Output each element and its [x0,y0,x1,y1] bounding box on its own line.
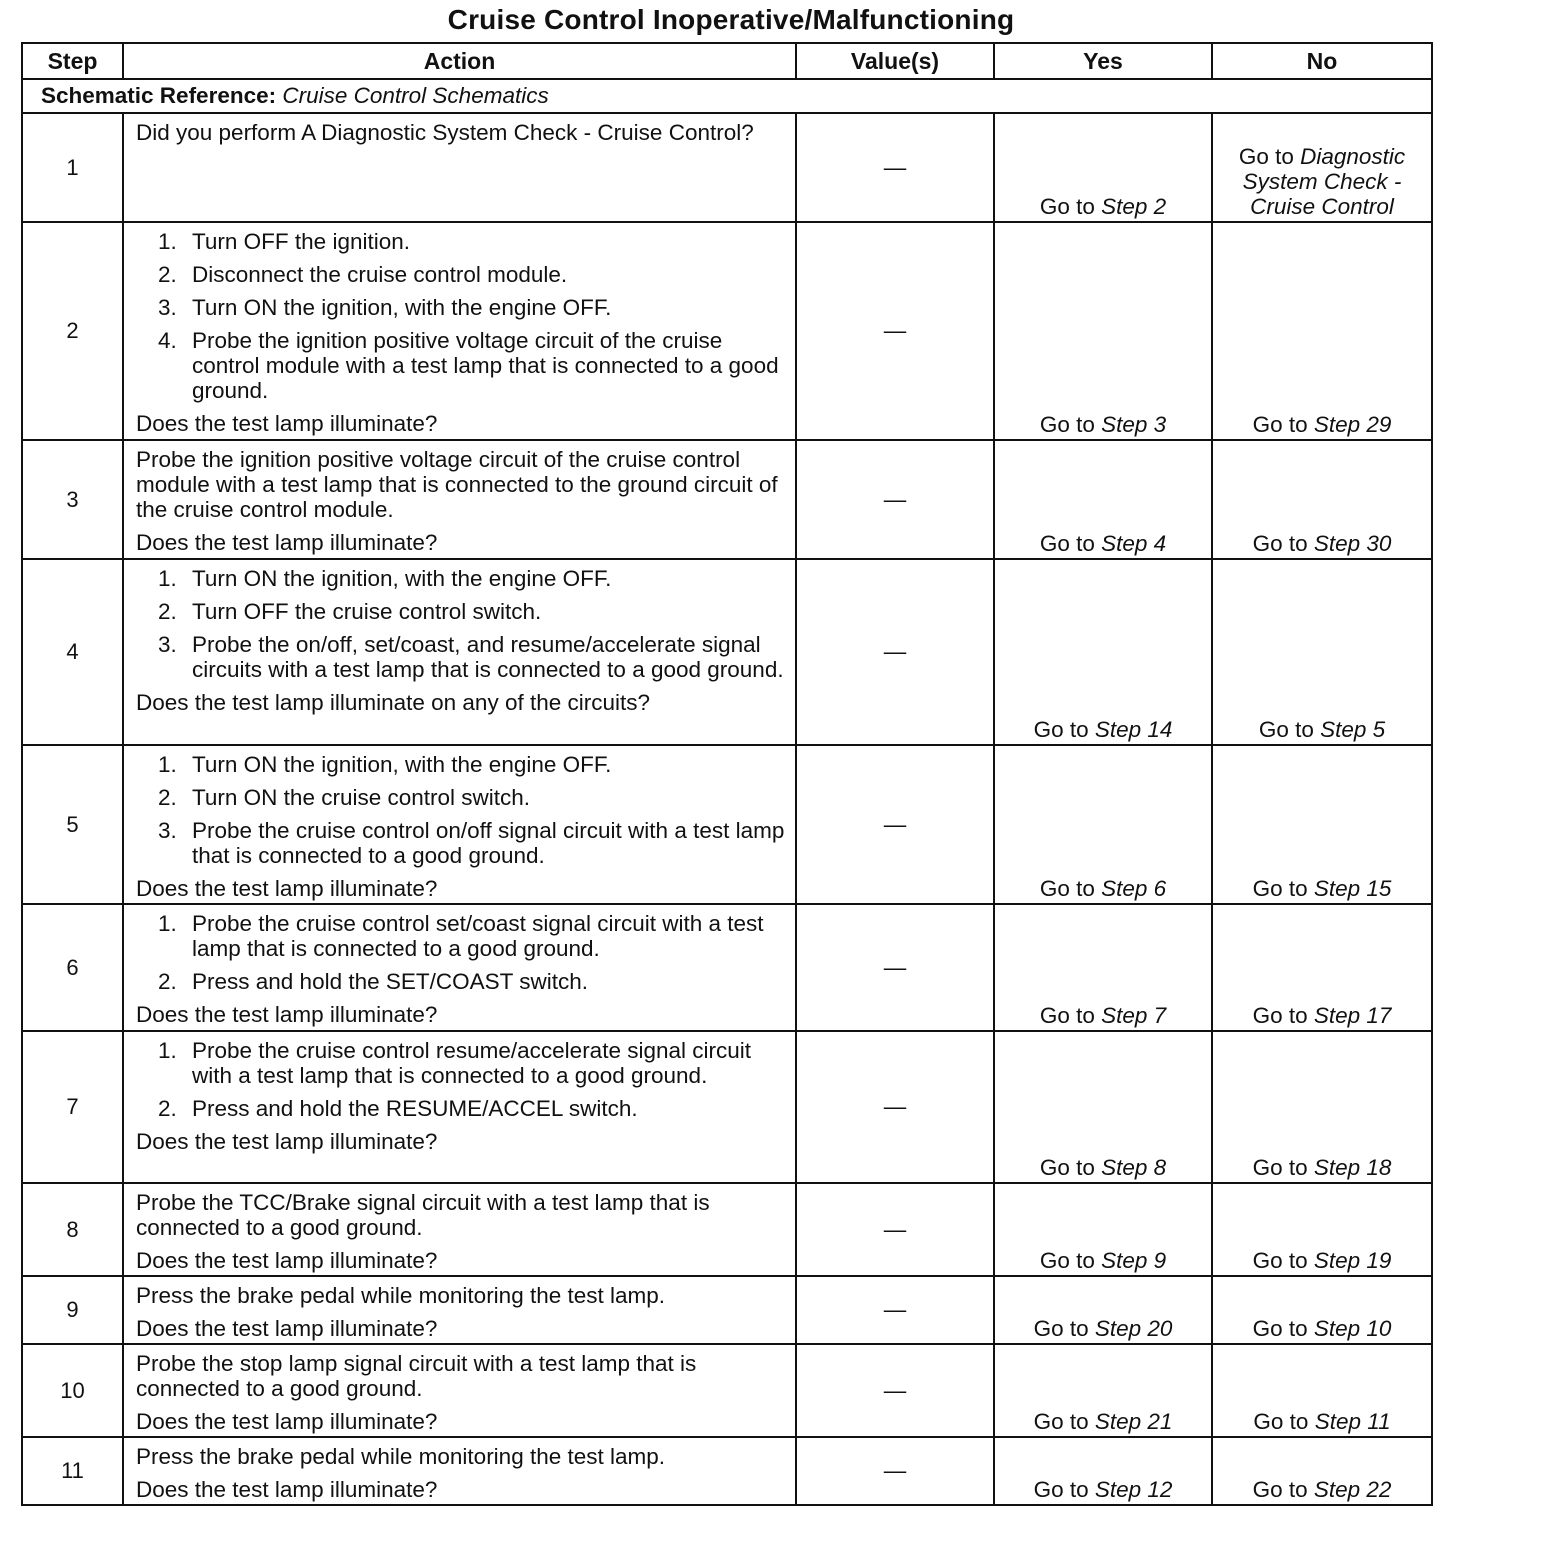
action-step-number: 3. [158,632,177,657]
action-step [158,911,785,961]
action-step-number: 3. [158,818,177,843]
table-row [22,1276,1432,1344]
action-step-number: 1. [158,566,177,591]
action-step-text: Probe the on/off, set/coast, and resume/accelerate signal circuits with a test lamp that is connected to a good ground. [192,632,784,682]
no-cell [1212,745,1432,904]
go-to-label: Go to [1252,876,1308,901]
action-cell [123,1437,796,1505]
action-question: Does the test lamp illuminate? [136,876,438,901]
yes-cell [994,1031,1212,1183]
no-step-link[interactable]: Step 15 [1313,876,1392,901]
yes-cell [994,222,1212,440]
value-cell: — [796,904,994,1031]
yes-step-link[interactable]: Step 2 [1101,194,1167,219]
action-step [158,328,785,403]
action-text: Probe the ignition positive voltage circuit of the cruise control module with a test lamp that is connected to the ground circuit of the cruise control module. [136,447,778,522]
no-cell [1212,1183,1432,1276]
action-question: Does the test lamp illuminate? [136,1409,438,1434]
action-question: Does the test lamp illuminate on any of the circuits? [136,690,651,715]
action-cell [123,1276,796,1344]
action-step-number: 2. [158,785,177,810]
page-title: Cruise Control Inoperative/Malfunctioning [447,4,1015,35]
action-step-number: 2. [158,262,177,287]
action-step [158,1096,785,1121]
value-cell: — [796,1276,994,1344]
no-step-link[interactable]: Step 5 [1320,717,1386,742]
step-number: 10 [22,1344,123,1437]
go-to-label: Go to [1039,876,1095,901]
action-question: Does the test lamp illuminate? [136,1477,438,1502]
step-number: 4 [22,559,123,745]
action-step-number: 1. [158,752,177,777]
action-text: Probe the stop lamp signal circuit with a test lamp that is connected to a good ground. [136,1351,697,1401]
go-to-label: Go to [1039,1003,1095,1028]
schematic-reference-row [22,79,1432,113]
no-cell [1212,904,1432,1031]
diagnostic-table [21,42,1433,1506]
go-to-label: Go to [1039,1155,1095,1180]
no-target [1253,1155,1392,1180]
action-question: Does the test lamp illuminate? [136,1002,438,1027]
step-number: 3 [22,440,123,559]
action-question: Does the test lamp illuminate? [136,1129,438,1154]
table-row [22,440,1432,559]
go-to-label: Go to [1039,531,1095,556]
go-to-label: Go to [1033,1477,1089,1502]
action-text: Press the brake pedal while monitoring the test lamp. [136,1444,666,1469]
yes-cell [994,1344,1212,1437]
go-to-label: Go to [1252,1155,1308,1180]
action-step-text: Turn ON the ignition, with the engine OFF. [192,295,612,320]
yes-cell [994,113,1212,222]
no-target [1253,1409,1390,1434]
no-target [1253,1316,1392,1341]
no-target [1253,1003,1392,1028]
no-cell [1212,1031,1432,1183]
action-text: Press the brake pedal while monitoring the test lamp. [136,1283,666,1308]
yes-cell [994,1276,1212,1344]
value-cell: — [796,1437,994,1505]
schematic-reference-link[interactable]: Cruise Control Schematics [282,83,549,108]
action-step-text: Turn ON the ignition, with the engine OFF. [192,566,612,591]
no-step-link[interactable]: Step 30 [1313,531,1392,556]
yes-cell [994,745,1212,904]
action-cell [123,904,796,1031]
action-cell [123,559,796,745]
value-cell: — [796,1344,994,1437]
go-to-label: Go to [1033,1316,1089,1341]
action-steps-list [136,229,785,403]
no-target [1253,412,1392,437]
yes-cell [994,904,1212,1031]
step-number: 2 [22,222,123,440]
yes-step-link[interactable]: Step 8 [1101,1155,1167,1180]
header-no: No [1212,43,1432,79]
yes-cell [994,440,1212,559]
table-row [22,113,1432,222]
action-step-text: Disconnect the cruise control module. [192,262,568,287]
table-row [22,745,1432,904]
step-number: 9 [22,1276,123,1344]
no-step-link[interactable]: Step 19 [1313,1248,1392,1273]
no-cell [1212,222,1432,440]
no-cell [1212,1276,1432,1344]
value-cell: — [796,113,994,222]
action-steps-list [136,752,785,868]
action-step-text: Turn OFF the cruise control switch. [192,599,542,624]
go-to-label: Go to [1039,194,1095,219]
no-target [1253,1248,1392,1273]
value-cell: — [796,559,994,745]
table-row [22,1183,1432,1276]
action-step-number: 1. [158,911,177,936]
header-action: Action [123,43,796,79]
yes-step-link[interactable]: Step 4 [1101,531,1167,556]
go-to-label: Go to [1252,1316,1308,1341]
step-number: 11 [22,1437,123,1505]
step-number: 1 [22,113,123,222]
go-to-label: Go to [1258,717,1314,742]
action-step-text: Probe the cruise control set/coast signal circuit with a test lamp that is connected to a good ground. [192,911,764,961]
yes-step-link[interactable]: Step 7 [1101,1003,1167,1028]
action-step-text: Probe the ignition positive voltage circuit of the cruise control module with a test lamp that is connected to a good ground. [192,328,779,403]
table-row [22,1344,1432,1437]
action-question: Does the test lamp illuminate? [136,1316,438,1341]
action-step [158,818,785,868]
no-step-link[interactable]: Step 22 [1313,1477,1392,1502]
action-step [158,262,785,287]
action-step-text: Turn OFF the ignition. [192,229,411,254]
action-step [158,969,785,994]
step-number: 5 [22,745,123,904]
action-question: Does the test lamp illuminate? [136,411,438,436]
action-step [158,752,785,777]
action-cell [123,745,796,904]
action-step-number: 2. [158,599,177,624]
table-row [22,1437,1432,1505]
action-step-number: 4. [158,328,177,353]
header-values: Value(s) [796,43,994,79]
header-step: Step [22,43,123,79]
action-cell [123,113,796,222]
no-step-link[interactable]: Step 18 [1313,1155,1392,1180]
action-steps-list [136,911,785,994]
action-step-text: Press and hold the SET/COAST switch. [192,969,589,994]
go-to-label: Go to [1252,1003,1308,1028]
no-target [1253,876,1392,901]
action-step-number: 2. [158,1096,177,1121]
go-to-label: Go to [1033,1409,1089,1434]
yes-step-link[interactable]: Step 21 [1094,1409,1173,1434]
value-cell: — [796,440,994,559]
no-cell [1212,440,1432,559]
action-step-number: 1. [158,229,177,254]
go-to-label: Go to [1039,412,1095,437]
no-target [1259,717,1385,742]
no-step-link[interactable]: Step 29 [1313,412,1392,437]
no-target [1253,531,1392,556]
yes-step-link[interactable]: Step 14 [1094,717,1173,742]
action-step [158,295,785,320]
no-target [1224,144,1420,219]
action-step-text: Probe the cruise control resume/accelerate signal circuit with a test lamp that is connected to a good ground. [192,1038,752,1088]
header-row [22,43,1432,79]
yes-step-link[interactable]: Step 3 [1101,412,1167,437]
action-cell [123,1031,796,1183]
value-cell: — [796,222,994,440]
value-cell: — [796,1031,994,1183]
action-step-text: Turn ON the cruise control switch. [192,785,531,810]
go-to-label: Go to [1238,144,1294,169]
no-step-link[interactable]: Diagnostic System Check - Cruise Control [1242,144,1406,219]
action-steps-list [136,1038,785,1121]
action-cell [123,1344,796,1437]
no-cell [1212,1344,1432,1437]
table-row [22,222,1432,440]
go-to-label: Go to [1252,1477,1308,1502]
action-cell [123,440,796,559]
action-steps-list [136,566,785,682]
table-row [22,1031,1432,1183]
action-text: Did you perform A Diagnostic System Check - Cruise Control? [136,120,754,145]
action-step-number: 1. [158,1038,177,1063]
action-cell [123,222,796,440]
step-number: 8 [22,1183,123,1276]
no-step-link[interactable]: Step 17 [1313,1003,1392,1028]
yes-step-link[interactable]: Step 12 [1094,1477,1173,1502]
action-step [158,632,785,682]
no-cell [1212,113,1432,222]
go-to-label: Go to [1033,717,1089,742]
yes-cell [994,1183,1212,1276]
table-row [22,904,1432,1031]
no-cell [1212,1437,1432,1505]
action-step-text: Press and hold the RESUME/ACCEL switch. [192,1096,638,1121]
action-step [158,599,785,624]
go-to-label: Go to [1252,412,1308,437]
schematic-reference-label: Schematic Reference: [41,83,277,108]
step-number: 7 [22,1031,123,1183]
no-cell [1212,559,1432,745]
action-step-text: Turn ON the ignition, with the engine OFF. [192,752,612,777]
action-text: Probe the TCC/Brake signal circuit with a test lamp that is connected to a good ground. [136,1190,710,1240]
go-to-label: Go to [1252,531,1308,556]
header-yes: Yes [994,43,1212,79]
value-cell: — [796,1183,994,1276]
action-question: Does the test lamp illuminate? [136,530,438,555]
yes-cell [994,559,1212,745]
action-question: Does the test lamp illuminate? [136,1248,438,1273]
no-step-link[interactable]: Step 10 [1313,1316,1392,1341]
action-step-text: Probe the cruise control on/off signal circuit with a test lamp that is connected to a good ground. [192,818,785,868]
action-step [158,1038,785,1088]
yes-cell [994,1437,1212,1505]
table-row [22,559,1432,745]
go-to-label: Go to [1252,1248,1308,1273]
yes-step-link[interactable]: Step 9 [1101,1248,1167,1273]
no-target [1253,1477,1392,1502]
action-step-number: 3. [158,295,177,320]
action-step [158,785,785,810]
action-step [158,566,785,591]
step-number: 6 [22,904,123,1031]
action-step [158,229,785,254]
action-step-number: 2. [158,969,177,994]
value-cell: — [796,745,994,904]
no-step-link[interactable]: Step 11 [1314,1409,1391,1434]
yes-step-link[interactable]: Step 6 [1101,876,1167,901]
yes-step-link[interactable]: Step 20 [1094,1316,1173,1341]
go-to-label: Go to [1253,1409,1309,1434]
action-cell [123,1183,796,1276]
go-to-label: Go to [1039,1248,1095,1273]
